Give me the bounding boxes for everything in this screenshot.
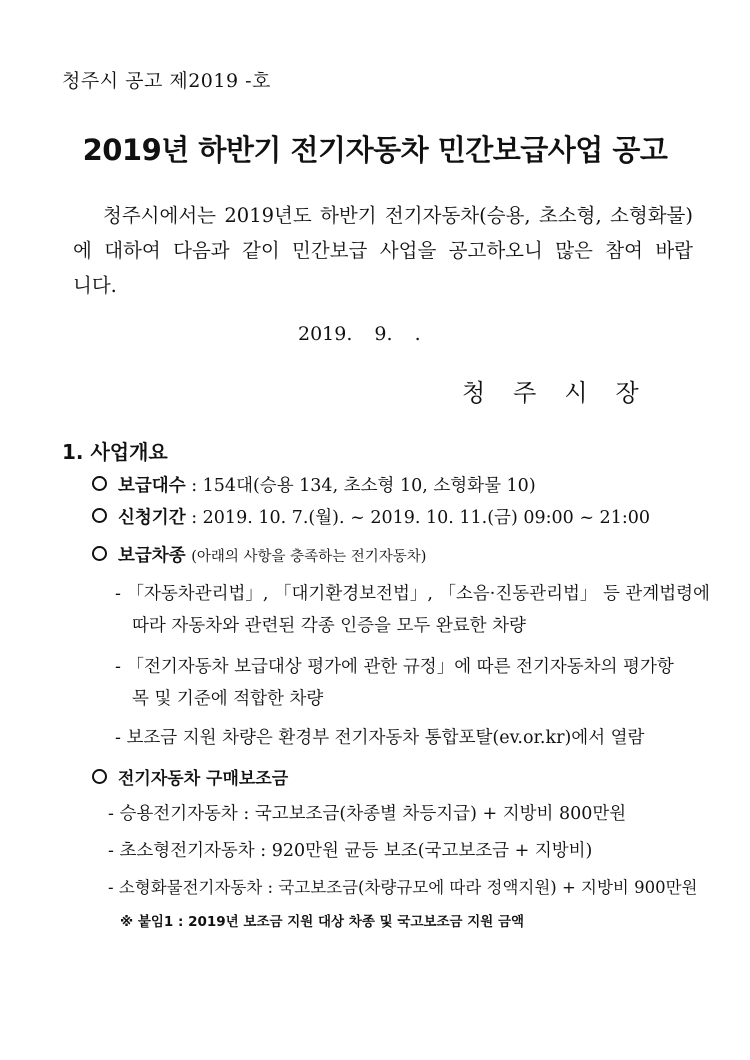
- circle-bullet-icon: [92, 769, 107, 784]
- vehicle-types-label: 보급차종: [118, 546, 186, 566]
- issuer-signature: 청주시장: [462, 379, 667, 407]
- period-value: : 2019. 10. 7.(월). ~ 2019. 10. 11.(금) 09:00 ~ 21:00: [191, 508, 650, 528]
- vehicle-requirement-line: - 「전기자동차 보급대상 평가에 관한 규정」에 따른 전기자동차의 평가항: [115, 657, 674, 677]
- vehicle-types-note: (아래의 사항을 충족하는 전기자동차): [191, 549, 427, 565]
- subsidy-heading: 전기자동차 구매보조금: [118, 769, 289, 789]
- circle-bullet-icon: [92, 546, 107, 561]
- circle-bullet-icon: [92, 476, 107, 491]
- quantity-label: 보급대수: [118, 476, 186, 496]
- subsidy-item: - 초소형전기자동차 : 920만원 균등 보조(국고보조금 + 지방비): [108, 841, 593, 861]
- subsidy-row: [92, 764, 288, 789]
- circle-bullet-icon: [92, 508, 107, 523]
- vehicle-types-row: [92, 542, 426, 567]
- vehicle-requirement-line: - 보조금 지원 차량은 환경부 전기자동차 통합포탈(ev.or.kr)에서 열람: [115, 728, 645, 748]
- intro-line: 니다.: [73, 274, 117, 297]
- attachment-note: ※ 붙임1 : 2019년 보조금 지원 대상 차종 및 국고보조금 지원 금액: [120, 914, 525, 930]
- notice-number: 청주시 공고 제2019 -호: [62, 70, 271, 92]
- subsidy-item: - 승용전기자동차 : 국고보조금(차종별 차등지급) + 지방비 800만원: [108, 804, 627, 824]
- intro-paragraph: [73, 198, 693, 303]
- quantity-row: [92, 472, 536, 497]
- period-row: [92, 504, 650, 529]
- vehicle-requirement-line: - 「자동차관리법」, 「대기환경보전법」, 「소음·진동관리법」 등 관계법령에: [115, 584, 710, 604]
- subsidy-item: - 소형화물전기자동차 : 국고보조금(차량규모에 따라 정액지원) + 지방비 900만원: [108, 878, 698, 897]
- vehicle-requirement-line: 목 및 기준에 적합한 차량: [132, 689, 324, 709]
- intro-line: 에 대하여 다음과 같이 민간보급 사업을 공고하오니 많은 참여 바랍: [73, 239, 693, 262]
- intro-line: 청주시에서는 2019년도 하반기 전기자동차(승용, 초소형, 소형화물): [103, 204, 693, 227]
- period-label: 신청기간: [118, 508, 186, 528]
- vehicle-requirement-line: 따라 자동차와 관련된 각종 인증을 모두 완료한 차량: [132, 616, 526, 636]
- section-heading: 1. 사업개요: [62, 440, 168, 464]
- quantity-value: : 154대(승용 134, 초소형 10, 소형화물 10): [191, 476, 536, 496]
- notice-date: 2019. 9. .: [298, 323, 421, 345]
- page-title: 2019년 하반기 전기자동차 민간보급사업 공고: [82, 133, 668, 167]
